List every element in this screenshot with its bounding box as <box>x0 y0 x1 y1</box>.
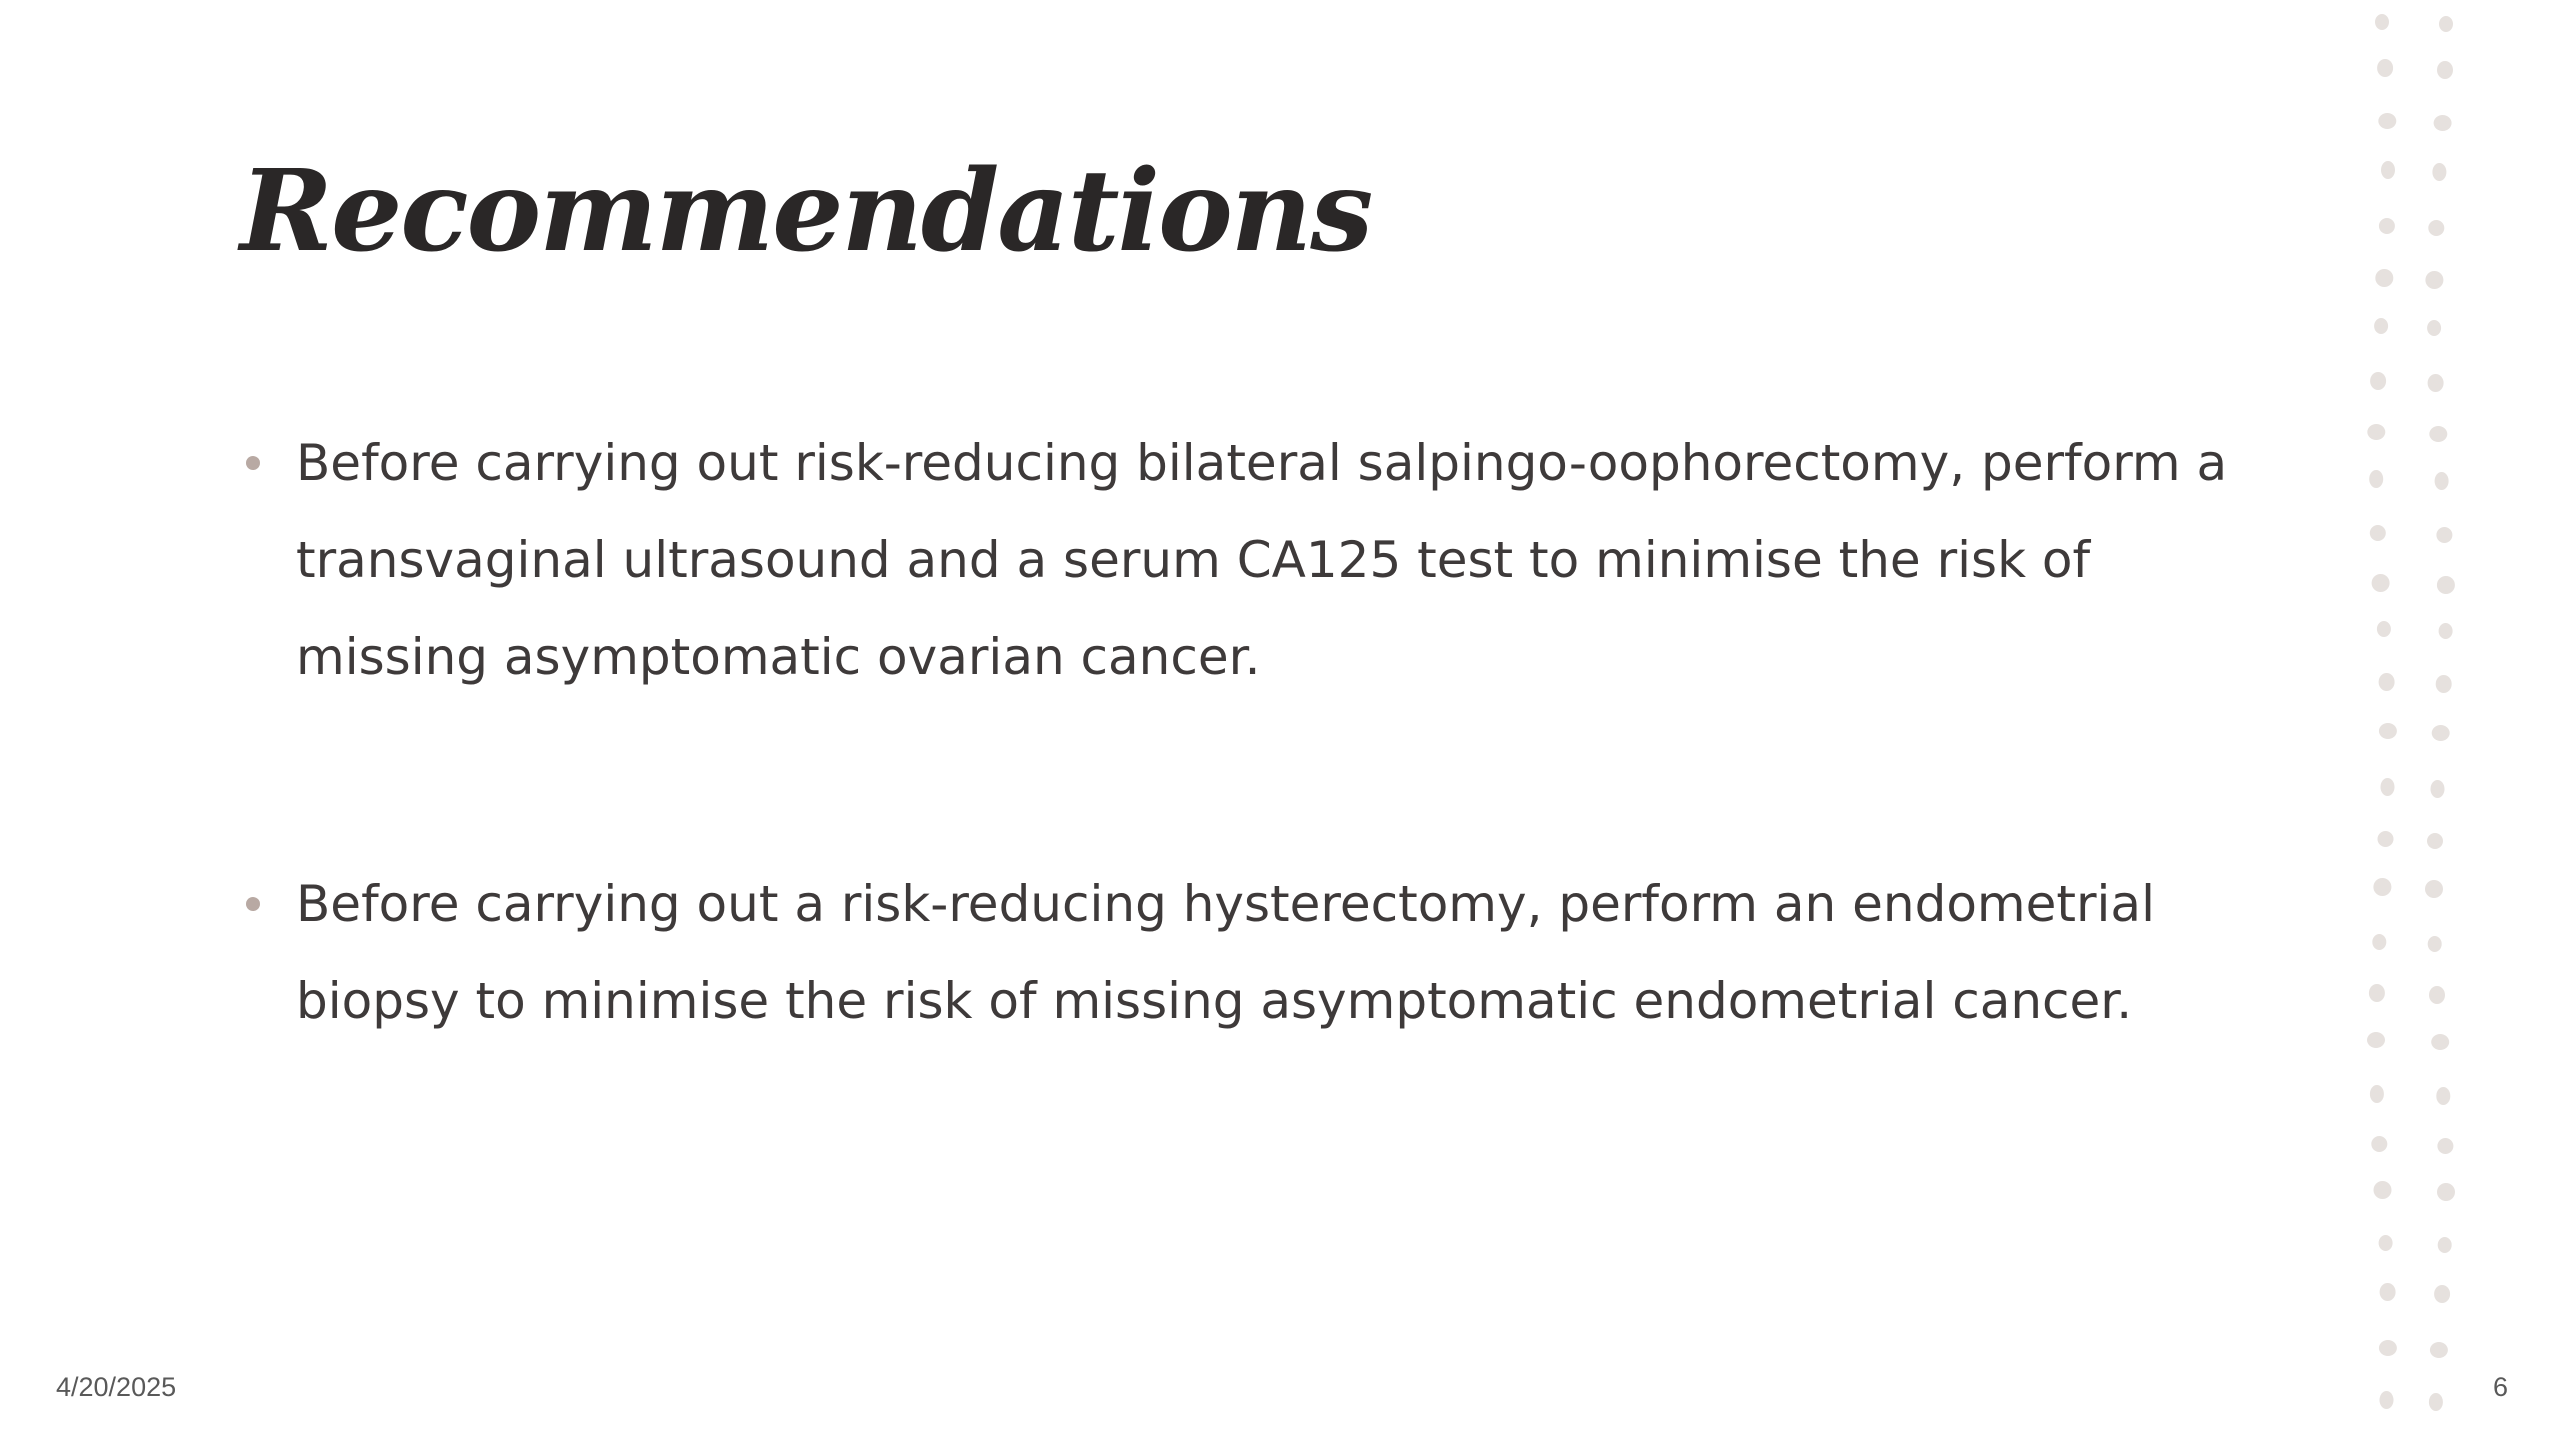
decorative-dot <box>2377 59 2393 77</box>
bullet-text: Before carrying out a risk-reducing hysterectomy, perform an endometrial biopsy to minimise the risk of missing asymptomatic endometrial cancer. <box>296 875 2155 1030</box>
decorative-dot <box>2379 1235 2393 1251</box>
decorative-dot <box>2378 831 2394 847</box>
bullet-list <box>240 415 2290 1200</box>
decorative-dot <box>2380 1391 2394 1409</box>
decorative-dot <box>2380 1283 2396 1301</box>
decorative-dot <box>2427 833 2443 849</box>
slide-number: 6 <box>2492 1372 2508 1402</box>
decorative-dot <box>2377 621 2391 637</box>
decorative-dot <box>2436 1087 2450 1105</box>
decorative-dot <box>2379 218 2395 234</box>
decorative-dot <box>2437 1183 2455 1201</box>
decorative-dot <box>2425 271 2443 289</box>
decorative-dot <box>2369 984 2385 1002</box>
decorative-dot <box>2381 778 2395 796</box>
decorative-dot <box>2374 1181 2392 1199</box>
bullet-text: Before carrying out risk-reducing bilateral salpingo-oophorectomy, perform a transvaginal ultrasound and a serum CA125 test to minimise the risk of missing asymptomatic ovarian cancer. <box>296 434 2228 686</box>
decorative-dot <box>2428 374 2444 392</box>
decorative-dot <box>2427 320 2441 336</box>
decorative-dot <box>2372 574 2390 592</box>
decorative-dot <box>2375 14 2389 30</box>
decorative-dot <box>2435 472 2449 490</box>
decorative-dot <box>2430 1342 2448 1358</box>
decorative-dot <box>2429 986 2445 1004</box>
decorative-dot <box>2439 623 2453 639</box>
decorative-dot <box>2436 675 2452 693</box>
decorative-dot <box>2367 424 2385 440</box>
decorative-dot <box>2428 936 2442 952</box>
decorative-dot <box>2370 525 2386 541</box>
decorative-dot <box>2434 115 2452 131</box>
decorative-dot <box>2432 725 2450 741</box>
decorative-dot <box>2375 269 2393 287</box>
decorative-dot <box>2370 1085 2384 1103</box>
decorative-dot <box>2431 1034 2449 1050</box>
decorative-dot <box>2439 16 2453 32</box>
decorative-dot <box>2437 61 2453 79</box>
bullet-dot-icon <box>246 456 260 470</box>
decorative-dot <box>2428 220 2444 236</box>
decorative-dot <box>2437 576 2455 594</box>
decorative-dot <box>2379 673 2395 691</box>
decorative-dot <box>2436 527 2452 543</box>
decorative-dot <box>2371 1136 2387 1152</box>
dotted-border-decoration-icon <box>2340 0 2480 1440</box>
decorative-dot <box>2425 880 2443 898</box>
decorative-dot <box>2431 780 2445 798</box>
decorative-dot <box>2373 878 2391 896</box>
decorative-dot <box>2437 1138 2453 1154</box>
decorative-dot <box>2434 1285 2450 1303</box>
bullet-item <box>240 415 2290 706</box>
decorative-dot <box>2429 1393 2443 1411</box>
bullet-item <box>240 856 2290 1050</box>
footer-date: 4/20/2025 <box>56 1372 177 1402</box>
decorative-dot <box>2379 723 2397 739</box>
decorative-dot <box>2379 1340 2397 1356</box>
decorative-dot <box>2438 1237 2452 1253</box>
bullet-dot-icon <box>246 897 260 911</box>
decorative-dot <box>2381 161 2395 179</box>
decorative-dot <box>2429 426 2447 442</box>
decorative-dot <box>2378 113 2396 129</box>
decorative-dot <box>2374 318 2388 334</box>
slide-title: Recommendations <box>240 146 1372 277</box>
decorative-dot <box>2372 934 2386 950</box>
decorative-dot <box>2367 1032 2385 1048</box>
decorative-dot <box>2432 163 2446 181</box>
decorative-dot <box>2369 470 2383 488</box>
decorative-dot <box>2370 372 2386 390</box>
